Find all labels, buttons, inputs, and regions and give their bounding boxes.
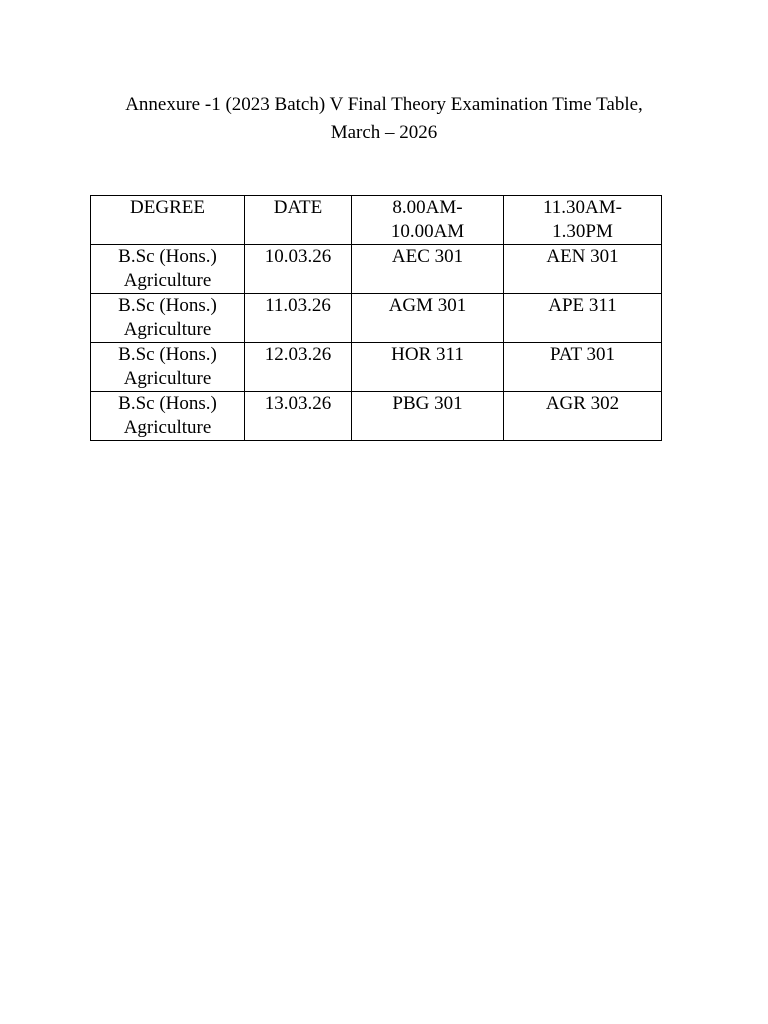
header-degree: DEGREE <box>91 196 245 245</box>
date-cell: 10.03.26 <box>245 245 352 294</box>
slot-2-cell: AGR 302 <box>504 392 662 441</box>
table-row <box>91 343 662 392</box>
slot-2-cell: AEN 301 <box>504 245 662 294</box>
header-slot-2: 11.30AM- 1.30PM <box>504 196 662 245</box>
table-row <box>91 294 662 343</box>
table-header-row <box>91 196 662 245</box>
title-line-1: Annexure -1 (2023 Batch) V Final Theory Examination Time Table, <box>125 94 643 115</box>
document-title <box>0 91 768 147</box>
slot-1-cell: AEC 301 <box>352 245 504 294</box>
degree-cell: B.Sc (Hons.) Agriculture <box>91 245 245 294</box>
date-cell: 12.03.26 <box>245 343 352 392</box>
slot-1-cell: AGM 301 <box>352 294 504 343</box>
degree-cell: B.Sc (Hons.) Agriculture <box>91 392 245 441</box>
slot-1-cell: HOR 311 <box>352 343 504 392</box>
date-cell: 11.03.26 <box>245 294 352 343</box>
slot-1-cell: PBG 301 <box>352 392 504 441</box>
header-date: DATE <box>245 196 352 245</box>
header-slot-1: 8.00AM- 10.00AM <box>352 196 504 245</box>
table-row <box>91 392 662 441</box>
title-line-2: March – 2026 <box>330 122 438 143</box>
degree-cell: B.Sc (Hons.) Agriculture <box>91 294 245 343</box>
exam-timetable <box>90 195 662 441</box>
date-cell: 13.03.26 <box>245 392 352 441</box>
slot-2-cell: PAT 301 <box>504 343 662 392</box>
slot-2-cell: APE 311 <box>504 294 662 343</box>
degree-cell: B.Sc (Hons.) Agriculture <box>91 343 245 392</box>
table-row <box>91 245 662 294</box>
